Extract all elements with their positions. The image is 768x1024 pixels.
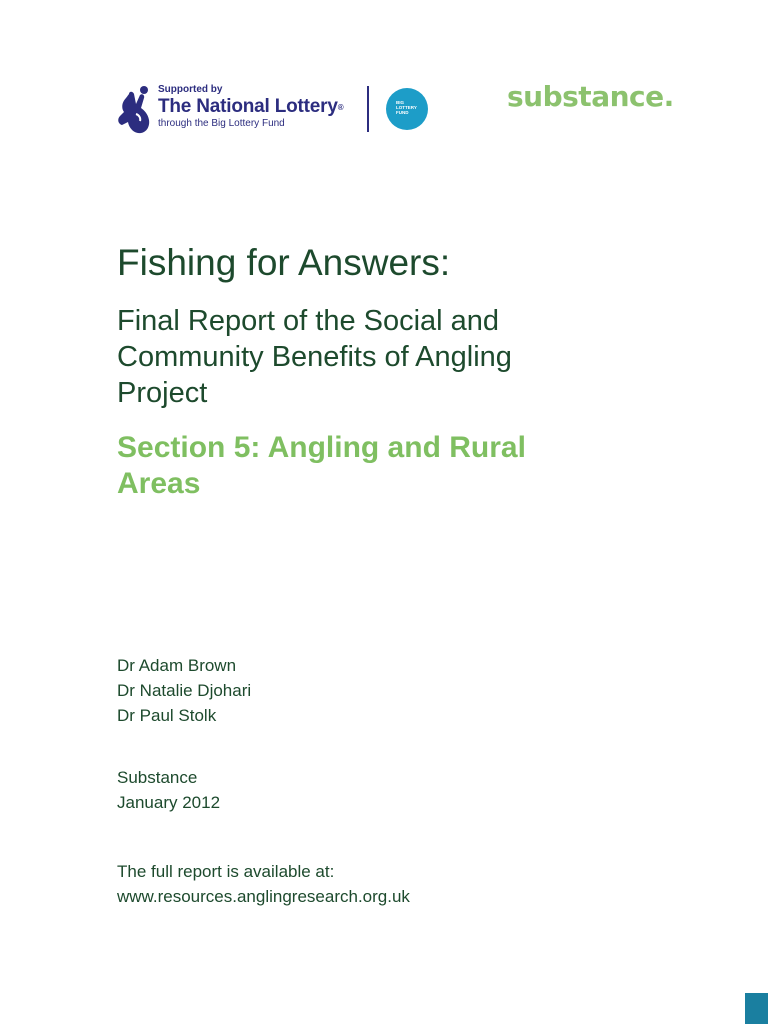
subtitle-line: Final Report of the Social and [117,305,500,337]
big-lottery-fund-text: BIG LOTTERY FUND [396,100,417,115]
availability-label: The full report is available at: [117,862,335,881]
logo-divider [367,86,369,132]
author-list [117,653,251,728]
author-name: Dr Natalie Djohari [117,681,252,700]
publication-date: January 2012 [117,793,221,812]
author-name: Dr Adam Brown [117,656,237,675]
section-title-line: Areas [117,467,201,500]
publication-info [117,765,220,815]
corner-tab [745,993,768,1024]
section-title-line: Section 5: Angling and Rural [117,431,526,464]
report-subtitle [117,303,637,411]
national-lottery-logo [108,74,438,146]
crossed-fingers-icon [114,84,154,138]
availability-note [117,859,410,909]
registered-mark: ® [337,103,344,112]
through-fund-text: through the Big Lottery Fund [158,118,285,129]
report-title: Fishing for Answers: [117,242,451,283]
lottery-wordmark [158,84,343,130]
report-url: www.resources.anglingresearch.org.uk [117,887,410,906]
author-name: Dr Paul Stolk [117,706,217,725]
substance-logo: substance. [507,80,674,113]
subtitle-line: Community Benefits of Angling [117,341,512,373]
subtitle-line: Project [117,377,208,409]
big-lottery-fund-logo [386,88,428,130]
supported-by-text: Supported by [158,84,223,95]
publisher-name: Substance [117,768,198,787]
lottery-name: The National Lottery® [158,96,344,117]
section-title [117,430,637,502]
